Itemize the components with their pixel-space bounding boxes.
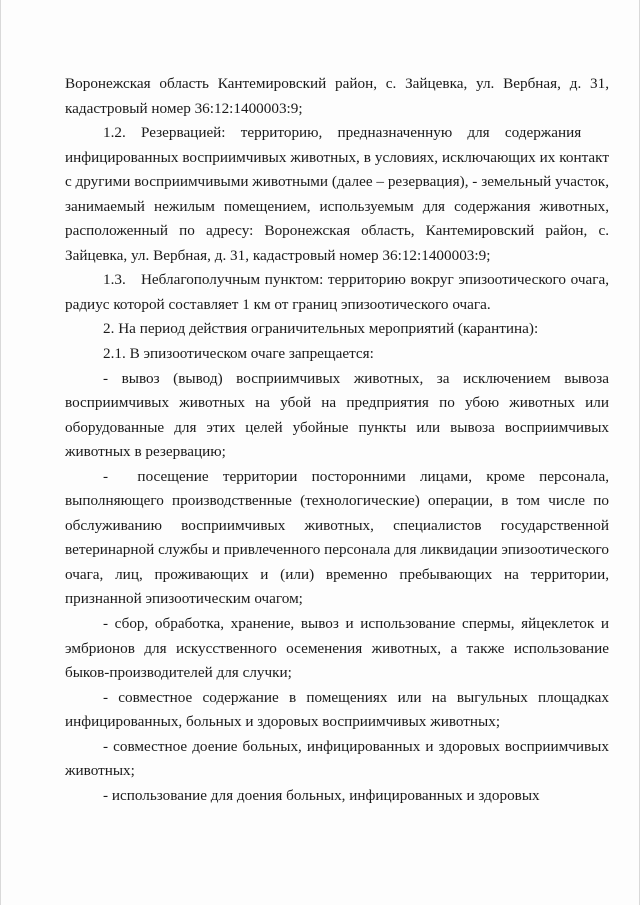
list-item-sperm-collection: - сбор, обработка, хранение, вывоз и использование спермы, яйцеклеток и эмбрионов для искусственного осеменения животных, а также использование быков-производителей для случки; <box>65 615 609 682</box>
paragraph-2-1-prohibited: 2.1. В эпизоотическом очаге запрещается: <box>103 345 374 363</box>
list-item-milking-equipment: - использование для доения больных, инфицированных и здоровых <box>103 786 540 804</box>
paragraph-1-3-unfavorable-point: 1.3. Неблагополучным пунктом: территорию вокруг эпизоотического очага, радиус которой составляет 1 км от границ эпизоотического очага. <box>65 271 609 313</box>
paragraph-1-2-reservation: 1.2. Резервацией: территорию, предназначенную для содержания инфицированных восприимчивых животных, в условиях, исключающих их контакт с другими восприимчивыми животными (далее – резервация), - земельный участок, занимаемый нежилым помещением, используемым для содержания животных, расположенный по адресу: Воронежская область, Кантемировский район, с. Зайцевка, ул. Вербная, д. 31, кадастровый номер 36:12:1400003:9; <box>65 124 609 264</box>
list-item-joint-keeping: - совместное содержание в помещениях или на выгульных площадках инфицированных, больных и здоровых восприимчивых животных; <box>65 688 609 731</box>
document-body <box>65 72 609 808</box>
paragraph-address-continuation: Воронежская область Кантемировский район, с. Зайцевка, ул. Вербная, д. 31, кадастровый номер 36:12:1400003:9; <box>65 75 609 117</box>
list-item-joint-milking: - совместное доение больных, инфицированных и здоровых восприимчивых животных; <box>65 737 609 780</box>
list-item-export-animals: - вывоз (вывод) восприимчивых животных, за исключением вывоза восприимчивых животных на убой на предприятия по убою животных или оборудованные для этих целей убойные пункты или вывоза восприимчивых животных в резервацию; <box>65 369 609 461</box>
list-item-visiting-territory: - посещение территории посторонними лицами, кроме персонала, выполняющего производственные (технологические) операции, в том числе по обслуживанию восприимчивых животных, специалистов государственной ветеринарной службы и привлеченного персонала для ликвидации эпизоотического очага, лиц, проживающих и (или) временно пребывающих на территории, признанной эпизоотическим очагом; <box>65 467 609 608</box>
paragraph-2-quarantine-period: 2. На период действия ограничительных мероприятий (карантина): <box>103 320 539 338</box>
